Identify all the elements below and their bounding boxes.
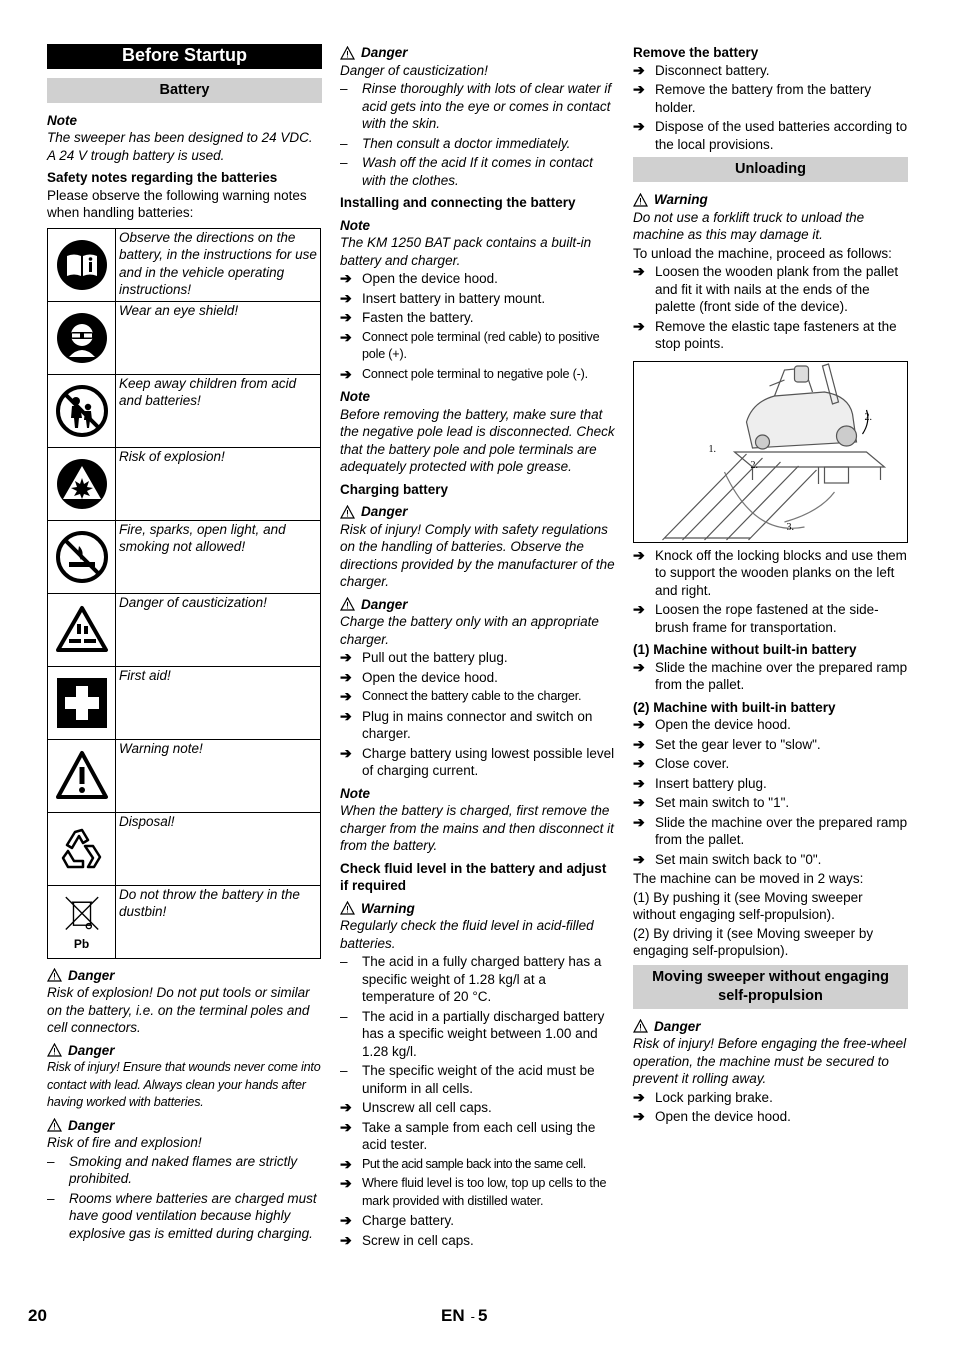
step-item: ➔ Open the device hood. bbox=[633, 1108, 791, 1124]
figure-label: 3. bbox=[786, 521, 794, 533]
page-number: 20 bbox=[28, 1306, 47, 1325]
note-text: Before removing the battery, make sure that the negative pole lead is disconnected. Check that the battery pole and pole terminals are adequately protected with pole grease. bbox=[340, 406, 615, 474]
step-item: ➔ Put the acid sample back into the same cell. bbox=[340, 1155, 586, 1172]
warning-triangle-icon bbox=[340, 901, 355, 915]
symbol-text: First aid! bbox=[116, 666, 321, 739]
warning-triangle-icon bbox=[633, 193, 648, 207]
danger-heading bbox=[340, 503, 615, 521]
step-item: ➔ Plug in mains connector and switch on charger. bbox=[340, 707, 593, 741]
danger-heading bbox=[47, 967, 322, 985]
danger-label: Danger bbox=[361, 596, 408, 612]
step-item: ➔ Charge battery using lowest possible level of charging current. bbox=[340, 744, 615, 778]
warning-text: Regularly check the fluid level in acid-filled batteries. bbox=[340, 918, 594, 951]
danger-label: Danger bbox=[68, 967, 115, 983]
step-item: ➔ Remove the elastic tape fasteners at the stop points. bbox=[633, 317, 897, 351]
warning-triangle-icon bbox=[633, 1019, 648, 1033]
symbol-text: Disposal! bbox=[116, 812, 321, 885]
step-item: ➔ Remove the battery from the battery holder. bbox=[633, 81, 872, 115]
keep-away-children-icon bbox=[48, 374, 116, 447]
step-item: ➔ Fasten the battery. bbox=[340, 309, 474, 325]
table-row bbox=[48, 301, 321, 374]
warning-triangle-icon bbox=[340, 505, 355, 519]
unloading-figure bbox=[633, 361, 908, 543]
table-row bbox=[48, 885, 321, 958]
caustic-icon bbox=[48, 593, 116, 666]
danger-heading bbox=[633, 1018, 908, 1036]
danger-label: Danger bbox=[68, 1042, 115, 1058]
note-text: When the battery is charged, first remove the charger from the mains and then disconnect it from the battery. bbox=[340, 803, 614, 853]
section-header-moving: Moving sweeper without engaging self-propulsion bbox=[633, 965, 908, 1009]
symbol-text: Warning note! bbox=[116, 739, 321, 812]
ways-text: (1) By pushing it (see Moving sweeper without engaging self-propulsion). bbox=[633, 889, 863, 922]
column-left bbox=[47, 44, 322, 1244]
list-item: – Rinse thoroughly with lots of clear water if acid gets into the eye or comes in contact with the skin. bbox=[340, 81, 612, 131]
table-row bbox=[48, 447, 321, 520]
step-item: ➔ Knock off the locking blocks and use them to support the wooden planks on the left and right. bbox=[633, 546, 907, 598]
danger-text: Risk of injury! Before engaging the free-wheel operation, the machine must be secured to prevent it rolling away. bbox=[633, 1036, 907, 1086]
danger-label: Danger bbox=[654, 1018, 701, 1034]
step-item: ➔ Slide the machine over the prepared ramp from the pallet. bbox=[633, 813, 908, 847]
symbol-text: Do not throw the battery in the dustbin! bbox=[116, 885, 321, 958]
step-item: ➔ Loosen the wooden plank from the pallet and fit it with nails at the ends of the palette (front side of the device). bbox=[633, 263, 899, 314]
step-item: ➔ Dispose of the used batteries according to the local provisions. bbox=[633, 118, 908, 152]
warning-triangle-icon bbox=[47, 1118, 62, 1132]
table-row bbox=[48, 374, 321, 447]
step-item: ➔ Connect pole terminal to negative pole (-). bbox=[340, 365, 588, 382]
danger-heading bbox=[47, 1117, 322, 1135]
step-item: ➔ Open the device hood. bbox=[340, 270, 498, 286]
list-item: – Rooms where batteries are charged must have good ventilation because highly explosive gas is emitted during charging. bbox=[47, 1190, 317, 1241]
list-item: – The acid in a fully charged battery has a specific weight of 1.28 kg/l at a temperature of 20 °C. bbox=[340, 954, 602, 1004]
column-middle bbox=[340, 44, 615, 1251]
list-item: – The acid in a partially discharged battery has a specific weight between 1.00 and 1.28 kg/l. bbox=[340, 1008, 605, 1059]
language-page: EN - 5 bbox=[441, 1306, 488, 1325]
remove-heading: Remove the battery bbox=[633, 45, 759, 60]
recycle-icon bbox=[48, 812, 116, 885]
install-heading: Installing and connecting the battery bbox=[340, 195, 576, 210]
step-item: ➔ Insert battery plug. bbox=[633, 774, 767, 791]
table-row bbox=[48, 812, 321, 885]
step-item: ➔ Pull out the battery plug. bbox=[340, 649, 508, 665]
step-item: ➔ Close cover. bbox=[633, 755, 730, 771]
step-item: ➔ Disconnect battery. bbox=[633, 61, 770, 78]
symbol-text: Danger of causticization! bbox=[116, 593, 321, 666]
note-label: Note bbox=[47, 112, 77, 128]
list-item: – Smoking and naked flames are strictly prohibited. bbox=[47, 1153, 298, 1186]
step-item: ➔ Where fluid level is too low, top up cells to the mark provided with distilled water. bbox=[340, 1175, 607, 1208]
symbol-text: Observe the directions on the battery, in the instructions for use and in the vehicle operating instructions! bbox=[116, 228, 321, 301]
step-item: ➔ Connect the battery cable to the charger. bbox=[340, 688, 582, 704]
book-info-icon bbox=[48, 228, 116, 301]
list-item: – Wash off the acid If it comes in contact with the clothes. bbox=[340, 155, 593, 188]
first-aid-icon bbox=[48, 666, 116, 739]
warning-triangle-icon bbox=[48, 739, 116, 812]
note-text: The KM 1250 BAT pack contains a built-in battery and charger. bbox=[340, 235, 592, 268]
warning-triangle-icon bbox=[340, 46, 355, 60]
danger-text: Risk of explosion! Do not put tools or similar on the battery, i.e. on the terminal poles and cell connectors. bbox=[47, 985, 310, 1035]
step-item: ➔ Set main switch to "1". bbox=[633, 794, 790, 810]
step-item: ➔ Insert battery in battery mount. bbox=[340, 289, 546, 306]
step-item: ➔ Take a sample from each cell using the acid tester. bbox=[340, 1118, 596, 1152]
note-label: Note bbox=[340, 389, 370, 404]
warning-heading bbox=[340, 900, 615, 918]
column-right bbox=[633, 44, 908, 1128]
pb-label: Pb bbox=[73, 937, 90, 951]
fluid-heading: Check fluid level in the battery and adjust if required bbox=[340, 860, 607, 893]
note-label: Note bbox=[340, 217, 370, 233]
section-header-battery: Battery bbox=[47, 78, 322, 103]
danger-label: Danger bbox=[68, 1117, 115, 1133]
symbol-text: Fire, sparks, open light, and smoking not allowed! bbox=[116, 520, 321, 593]
figure-label: 2. bbox=[864, 411, 872, 423]
figure-label: 1. bbox=[708, 443, 716, 455]
danger-text: Risk of injury! Comply with safety regulations on the handling of batteries. Observe the directions provided by the manufacturer of the charger. bbox=[340, 521, 615, 589]
symbol-text: Keep away children from acid and batteries! bbox=[116, 374, 321, 447]
table-row bbox=[48, 739, 321, 812]
warning-label: Warning bbox=[361, 900, 415, 916]
danger-heading bbox=[340, 44, 615, 62]
symbol-text: Wear an eye shield! bbox=[116, 301, 321, 374]
step-item: ➔ Charge battery. bbox=[340, 1212, 455, 1228]
unload-intro: To unload the machine, proceed as follows: bbox=[633, 245, 892, 261]
section-header-unloading: Unloading bbox=[633, 157, 908, 182]
no-fire-smoking-icon bbox=[48, 520, 116, 593]
step-item: ➔ Connect pole terminal (red cable) to positive pole (+). bbox=[340, 328, 600, 361]
step-item: ➔ Slide the machine over the prepared ramp from the pallet. bbox=[633, 658, 908, 692]
warning-triangle-icon bbox=[47, 968, 62, 982]
machine1-heading: (1) Machine without built-in battery bbox=[633, 642, 857, 657]
crossed-bin-icon bbox=[48, 885, 116, 958]
ways-text: The machine can be moved in 2 ways: bbox=[633, 871, 864, 886]
table-row bbox=[48, 666, 321, 739]
note-text: The sweeper has been designed to 24 VDC. A 24 V trough battery is used. bbox=[47, 130, 313, 163]
eye-shield-icon bbox=[48, 301, 116, 374]
danger-heading bbox=[340, 596, 615, 614]
note-label: Note bbox=[340, 785, 370, 801]
warning-heading bbox=[633, 191, 908, 209]
symbols-table bbox=[47, 228, 321, 959]
danger-text: Charge the battery only with an appropriate charger. bbox=[340, 614, 599, 647]
step-item: ➔ Screw in cell caps. bbox=[340, 1231, 474, 1248]
danger-heading bbox=[47, 1042, 322, 1060]
danger-label: Danger bbox=[361, 504, 408, 519]
warning-triangle-icon bbox=[47, 1043, 62, 1057]
danger-text: Danger of causticization! bbox=[340, 62, 488, 78]
table-row bbox=[48, 593, 321, 666]
safety-intro: Please observe the following warning notes when handling batteries: bbox=[47, 187, 307, 220]
ways-text: (2) By driving it (see Moving sweeper by engaging self-propulsion). bbox=[633, 925, 874, 958]
sub-page-number: 5 bbox=[477, 1306, 488, 1325]
list-item: – Then consult a doctor immediately. bbox=[340, 135, 571, 151]
symbol-text: Risk of explosion! bbox=[116, 447, 321, 520]
step-item: ➔ Loosen the rope fastened at the side-brush frame for transportation. bbox=[633, 601, 879, 635]
danger-text: Risk of fire and explosion! bbox=[47, 1135, 202, 1150]
danger-label: Danger bbox=[361, 45, 408, 60]
language-code: EN bbox=[441, 1306, 465, 1325]
step-item: ➔ Open the device hood. bbox=[633, 716, 791, 732]
step-item: ➔ Set main switch back to "0". bbox=[633, 850, 822, 867]
warning-label: Warning bbox=[654, 192, 708, 207]
table-row bbox=[48, 228, 321, 301]
step-item: ➔ Set the gear lever to "slow". bbox=[633, 735, 821, 752]
table-row bbox=[48, 520, 321, 593]
sweeper-on-pallet-illustration bbox=[634, 362, 907, 542]
step-item: ➔ Unscrew all cell caps. bbox=[340, 1099, 492, 1115]
figure-label: 2. bbox=[750, 459, 758, 471]
safety-heading: Safety notes regarding the batteries bbox=[47, 170, 278, 185]
machine2-heading: (2) Machine with built-in battery bbox=[633, 699, 836, 715]
warning-triangle-icon bbox=[340, 597, 355, 611]
danger-text: Risk of injury! Ensure that wounds never come into contact with lead. Always clean your hands after having worked with batteries. bbox=[47, 1060, 321, 1109]
charging-heading: Charging battery bbox=[340, 481, 449, 497]
list-item: – The specific weight of the acid must be uniform in all cells. bbox=[340, 1063, 595, 1096]
step-item: ➔ Open the device hood. bbox=[340, 668, 498, 685]
warning-text: Do not use a forklift truck to unload the machine as this may damage it. bbox=[633, 209, 865, 242]
page-title: Before Startup bbox=[47, 44, 322, 69]
explosion-icon bbox=[48, 447, 116, 520]
step-item: ➔ Lock parking brake. bbox=[633, 1088, 773, 1105]
